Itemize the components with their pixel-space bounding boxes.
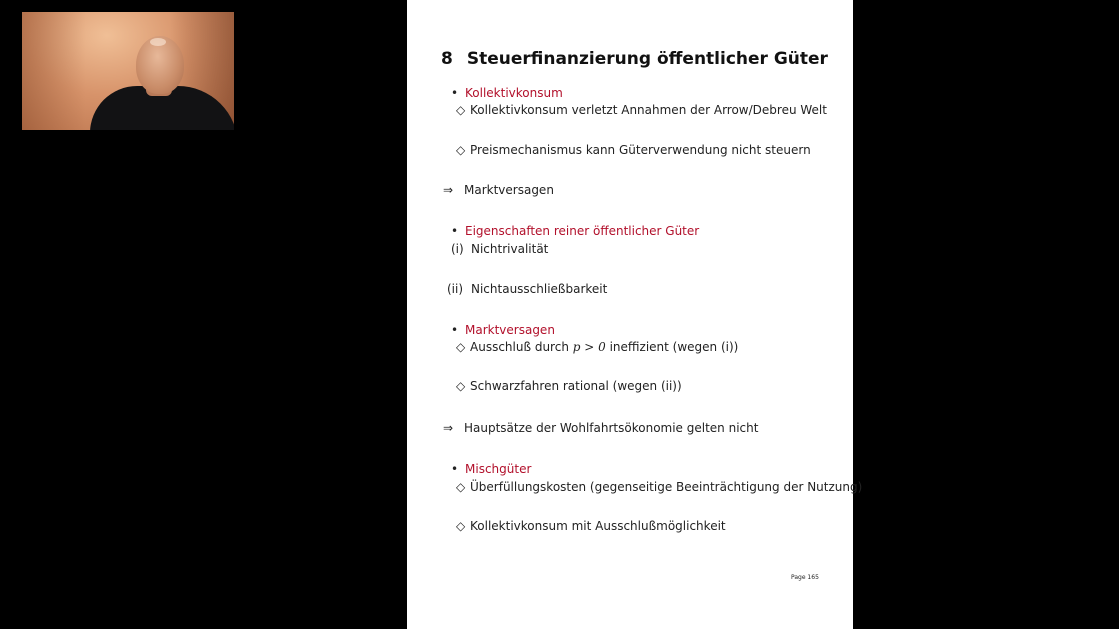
sub-item [456, 378, 682, 394]
slide-page [407, 0, 863, 629]
sub-item [456, 339, 738, 355]
bullet-heading: Kollektivkonsum [465, 86, 563, 100]
implies-item [443, 182, 554, 198]
enum-text: Nichtausschließbarkeit [471, 282, 608, 296]
implies-arrow-icon: ⇒ [443, 183, 454, 197]
bullet-heading: Eigenschaften reiner öffentlicher Güter [465, 224, 700, 238]
page-number: Page 165 [791, 574, 819, 581]
implies-arrow-icon: ⇒ [443, 421, 454, 435]
sub-item [456, 142, 811, 158]
sub-item [456, 479, 862, 495]
diamond-icon: ◇ [456, 103, 466, 117]
diamond-icon: ◇ [456, 340, 466, 354]
bullet-item [451, 461, 531, 477]
sub-item-text-before: Ausschluß durch [470, 340, 569, 354]
implies-text: Marktversagen [464, 183, 554, 197]
sub-item [456, 102, 827, 118]
bullet-item [451, 223, 699, 239]
sub-item [456, 518, 726, 534]
bullet-icon: • [451, 462, 459, 476]
presenter-head-glare [150, 38, 166, 46]
sub-item-text: Kollektivkonsum verletzt Annahmen der Arrow/Debreu Welt [470, 103, 827, 117]
implies-text: Hauptsätze der Wohlfahrtsökonomie gelten nicht [464, 421, 759, 435]
webcam-video [22, 12, 234, 130]
enum-item [447, 281, 607, 297]
bullet-icon: • [451, 323, 459, 337]
sub-item-text: Schwarzfahren rational (wegen (ii)) [470, 379, 682, 393]
diamond-icon: ◇ [456, 143, 466, 157]
sub-item-text: Überfüllungskosten (gegenseitige Beeinträchtigung der Nutzung) [470, 480, 863, 494]
enum-label: (ii) [447, 282, 464, 296]
bullet-item [451, 85, 563, 101]
diamond-icon: ◇ [456, 480, 466, 494]
enum-item [451, 241, 548, 257]
diamond-icon: ◇ [456, 519, 466, 533]
bullet-icon: • [451, 224, 459, 238]
sub-item-text: Preismechanismus kann Güterverwendung nicht steuern [470, 143, 811, 157]
bullet-heading: Marktversagen [465, 323, 555, 337]
sub-item-text: Kollektivkonsum mit Ausschlußmöglichkeit [470, 519, 726, 533]
bullet-item [451, 322, 555, 338]
bullet-icon: • [451, 86, 459, 100]
diamond-icon: ◇ [456, 379, 466, 393]
enum-text: Nichtrivalität [471, 242, 549, 256]
bullet-heading: Mischgüter [465, 462, 532, 476]
slide-title-number: 8 [441, 49, 453, 69]
enum-label: (i) [451, 242, 464, 256]
slide-title [441, 49, 828, 69]
math-expression: p > 0 [572, 340, 606, 354]
sub-item-text-after: ineffizient (wegen (i)) [609, 340, 739, 354]
implies-item [443, 420, 758, 436]
slide-title-text: Steuerfinanzierung öffentlicher Güter [466, 49, 828, 69]
